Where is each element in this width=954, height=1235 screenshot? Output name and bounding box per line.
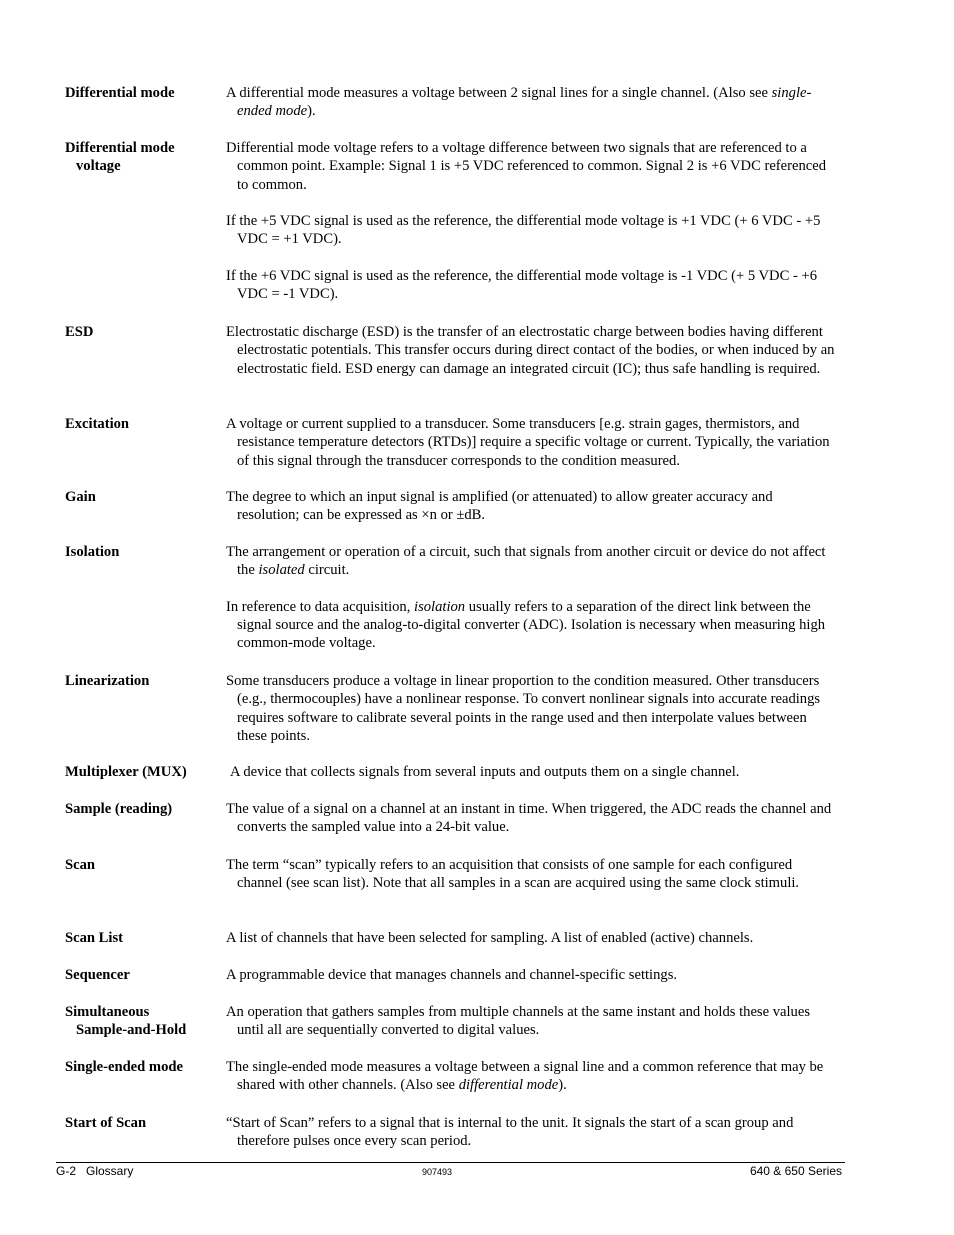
footer-series: 640 & 650 Series	[749, 1164, 842, 1178]
term: Single-ended mode	[65, 1059, 183, 1075]
term: Linearization	[65, 673, 150, 689]
term: Scan List	[65, 930, 123, 946]
definition: The term “scan” typically refers to an acquisition that consists of one sample for each configured channel (see scan list). Note that all samples in a scan are acquired using the same clock stimuli.	[226, 857, 800, 892]
term: Start of Scan	[65, 1115, 147, 1131]
definition: The degree to which an input signal is amplified (or attenuated) to allow greater accuracy and resolution; can be expressed as ×n or ±dB.	[226, 489, 773, 524]
definition: The arrangement or operation of a circuit, such that signals from another circuit or device do not affect the isolated circuit. In reference to data acquisition, isolation usually refers to a separation of the direct link between the signal source and the analog-to-digital converter (ADC). Isolation is necessary when measuring high common-mode voltage.	[226, 544, 826, 652]
definition: A programmable device that manages channels and channel-specific settings.	[226, 967, 678, 983]
term: Differential mode	[65, 85, 175, 101]
definition: An operation that gathers samples from multiple channels at the same instant and holds these values until all are sequentially converted to digital values.	[226, 1004, 811, 1039]
term: ESD	[65, 324, 94, 340]
term: Scan	[65, 857, 96, 873]
term: Differential mode voltage	[65, 140, 175, 175]
term: Simultaneous Sample-and-Hold	[65, 1004, 187, 1039]
term: Excitation	[65, 416, 130, 432]
footer-page-label: G-2 Glossary	[56, 1164, 134, 1178]
term: Sequencer	[65, 967, 130, 983]
definition: A differential mode measures a voltage between 2 signal lines for a single channel. (Also see single-ended mode).	[226, 85, 812, 120]
definition: Some transducers produce a voltage in linear proportion to the condition measured. Other transducers (e.g., thermocouples) have a nonlinear response. To convert nonlinear signals into accurate readings requires software to calibrate several points in the range used and then interpolate values between these points.	[226, 673, 821, 744]
definition: “Start of Scan” refers to a signal that is internal to the unit. It signals the start of a scan group and therefore pulses once every scan period.	[226, 1115, 794, 1150]
footer-rule	[56, 1162, 845, 1163]
definition: A list of channels that have been selected for sampling. A list of enabled (active) channels.	[226, 930, 754, 946]
definition: A device that collects signals from several inputs and outputs them on a single channel.	[230, 764, 740, 780]
term: Isolation	[65, 544, 120, 560]
term: Gain	[65, 489, 96, 505]
definition: A voltage or current supplied to a transducer. Some transducers [e.g. strain gages, thermistors, and resistance temperature detectors (RTDs)] require a specific voltage or current. Typically, the variation of this signal through the transducer corresponds to the condition measured.	[226, 416, 830, 469]
definition: Differential mode voltage refers to a voltage difference between two signals that are referenced to a common point. Example: Signal 1 is +5 VDC referenced to common. Signal 2 is +6 VDC referenced to common. If the +5 VDC signal is used as the reference, the differential mode voltage is +1 VDC (+ 6 VDC - +5 VDC = +1 VDC). If the +6 VDC signal is used as the reference, the differential mode voltage is -1 VDC (+ 5 VDC - +6 VDC = -1 VDC).	[226, 140, 827, 303]
definition: The value of a signal on a channel at an instant in time. When triggered, the ADC reads the channel and converts the sampled value into a 24-bit value.	[226, 801, 832, 836]
term: Sample (reading)	[65, 801, 173, 817]
footer-doc-number: 907493	[422, 1167, 453, 1177]
definition: Electrostatic discharge (ESD) is the transfer of an electrostatic charge between bodies having different electrostatic potentials. This transfer occurs during direct contact of the bodies, or when induced by an electrostatic field. ESD energy can damage an integrated circuit (IC); thus safe handling is required.	[226, 324, 835, 377]
definition: The single-ended mode measures a voltage between a signal line and a common reference that may be shared with other channels. (Also see differential mode).	[226, 1059, 824, 1094]
term: Multiplexer (MUX)	[65, 764, 187, 780]
